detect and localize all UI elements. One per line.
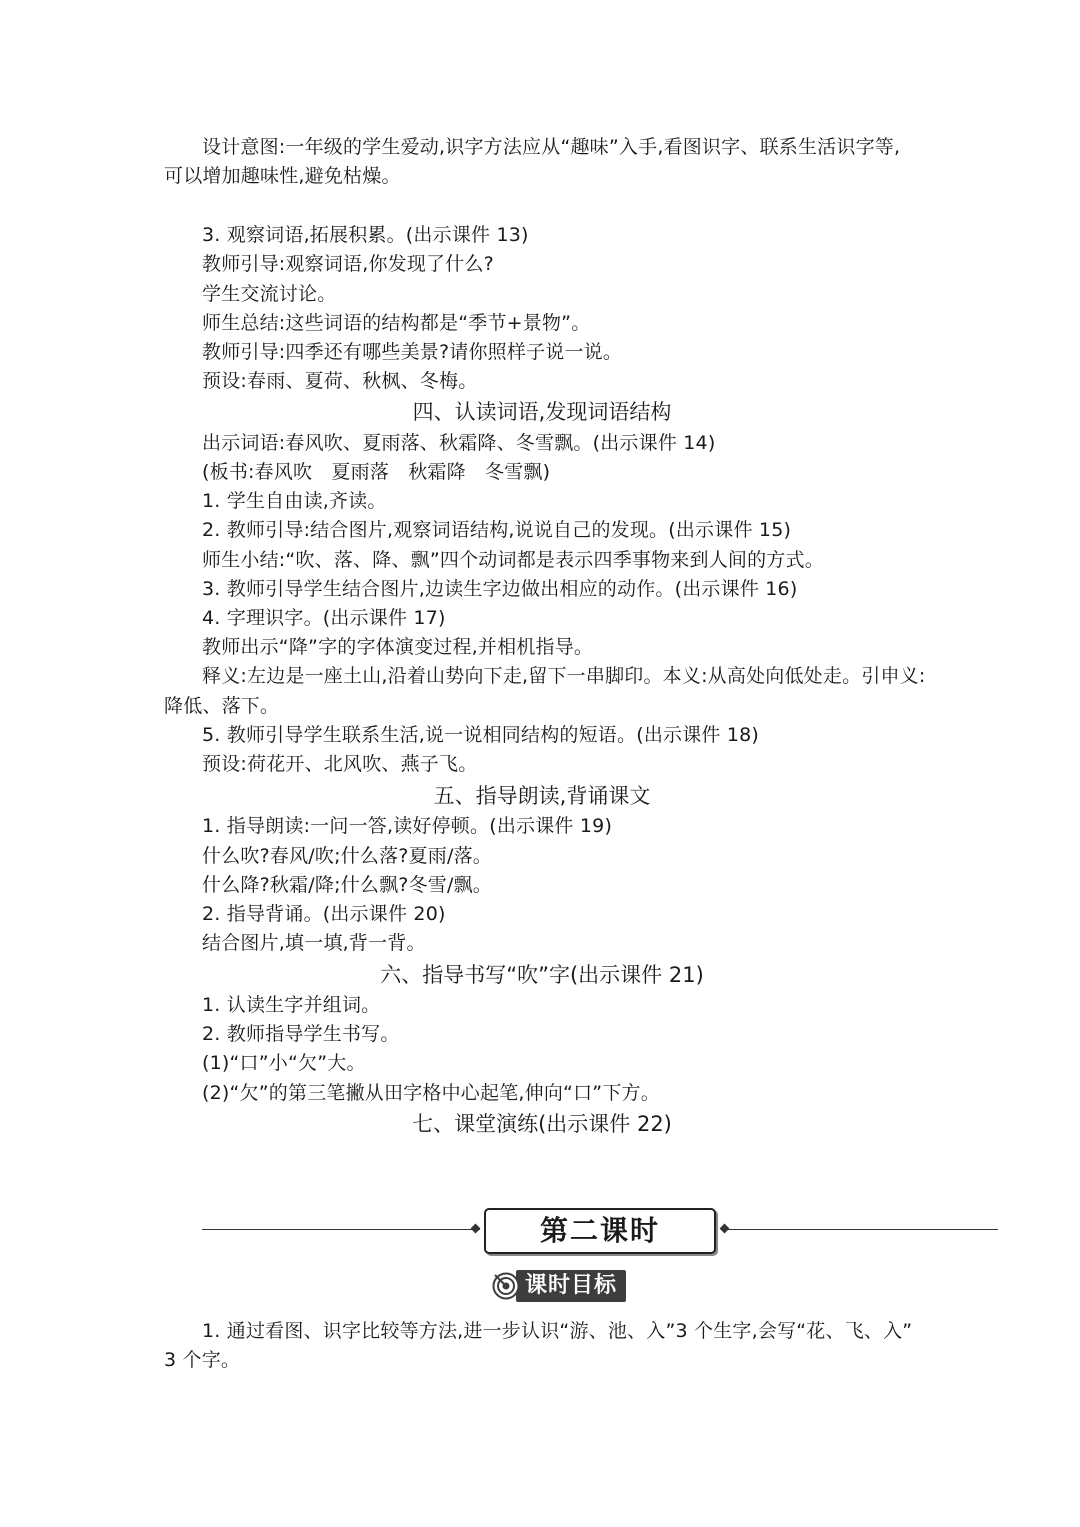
mini-summary-line: 师生小结:“吹、落、降、飘”四个动词都是表示四季事物来到人间的方式。 xyxy=(202,549,824,571)
section-heading-7: 七、课堂演练(出示课件 22) xyxy=(412,1112,672,1136)
section-heading-5: 五、指导朗读,背诵课文 xyxy=(433,784,651,808)
step-3-actions: 3. 教师引导学生结合图片,边读生字边做出相应的动作。(出示课件 16) xyxy=(202,578,798,600)
step-3-observe: 3. 观察词语,拓展积累。(出示课件 13) xyxy=(202,224,529,246)
lesson-goal-label: 课时目标 xyxy=(516,1270,626,1302)
fill-recite-line: 结合图片,填一填,背一背。 xyxy=(202,932,426,954)
student-discuss-line: 学生交流讨论。 xyxy=(202,283,337,305)
section-heading-6: 六、指导书写“吹”字(出示课件 21) xyxy=(380,963,704,987)
step-1-words: 1. 认读生字并组词。 xyxy=(202,994,381,1016)
meaning-line-1: 释义:左边是一座土山,沿着山势向下走,留下一串脚印。本义:从高处向低处走。引申义: xyxy=(202,665,926,687)
design-intent-line-1: 设计意图:一年级的学生爱动,识字方法应从“趣味”入手,看图识字、联系生活识字等, xyxy=(202,136,901,158)
section-heading-4: 四、认读词语,发现词语结构 xyxy=(412,400,672,424)
step-1-read: 1. 学生自由读,齐读。 xyxy=(202,490,387,512)
qa-line-2: 什么降?秋霜/降;什么飘?冬雪/飘。 xyxy=(202,874,492,896)
meaning-line-2: 降低、落下。 xyxy=(164,695,280,717)
step-2-writing: 2. 教师指导学生书写。 xyxy=(202,1023,400,1045)
target-icon xyxy=(492,1272,520,1300)
preset-line: 预设:春雨、夏荷、秋枫、冬梅。 xyxy=(202,370,478,392)
step-5-phrases: 5. 教师引导学生联系生活,说一说相同结构的短语。(出示课件 18) xyxy=(202,724,760,746)
writing-tip-2: (2)“欠”的第三笔撇从田字格中心起笔,伸向“口”下方。 xyxy=(202,1082,660,1104)
qa-line-1: 什么吹?春风/吹;什么落?夏雨/落。 xyxy=(202,845,492,867)
divider-right xyxy=(722,1229,998,1230)
lesson-title-box: 第二课时 xyxy=(484,1208,716,1254)
teacher-guide-seasons: 教师引导:四季还有哪些美景?请你照样子说一说。 xyxy=(202,341,623,363)
step-2-recite: 2. 指导背诵。(出示课件 20) xyxy=(202,903,446,925)
writing-tip-1: (1)“口”小“欠”大。 xyxy=(202,1052,366,1074)
summary-line: 师生总结:这些词语的结构都是“季节+景物”。 xyxy=(202,312,591,334)
blackboard-line: (板书:春风吹 夏雨落 秋霜降 冬雪飘) xyxy=(202,461,551,483)
step-2-structure: 2. 教师引导:结合图片,观察词语结构,说说自己的发现。(出示课件 15) xyxy=(202,519,792,541)
preset-phrases: 预设:荷花开、北风吹、燕子飞。 xyxy=(202,753,478,775)
goal-line-2: 3 个字。 xyxy=(164,1349,241,1371)
lesson-goal-badge xyxy=(492,1270,628,1302)
design-intent-line-2: 可以增加趣味性,避免枯燥。 xyxy=(164,165,401,187)
teacher-show-jiang: 教师出示“降”字的字体演变过程,并相机指导。 xyxy=(202,636,594,658)
divider-left-dot xyxy=(471,1224,481,1234)
goal-line-1: 1. 通过看图、识字比较等方法,进一步认识“游、池、入”3 个生字,会写“花、飞、入” xyxy=(202,1320,913,1342)
step-4-character-origin: 4. 字理识字。(出示课件 17) xyxy=(202,607,446,629)
teacher-guide-line: 教师引导:观察词语,你发现了什么? xyxy=(202,253,494,275)
divider-left xyxy=(202,1229,480,1230)
show-words-line: 出示词语:春风吹、夏雨落、秋霜降、冬雪飘。(出示课件 14) xyxy=(202,432,716,454)
step-1-reading: 1. 指导朗读:一问一答,读好停顿。(出示课件 19) xyxy=(202,815,613,837)
